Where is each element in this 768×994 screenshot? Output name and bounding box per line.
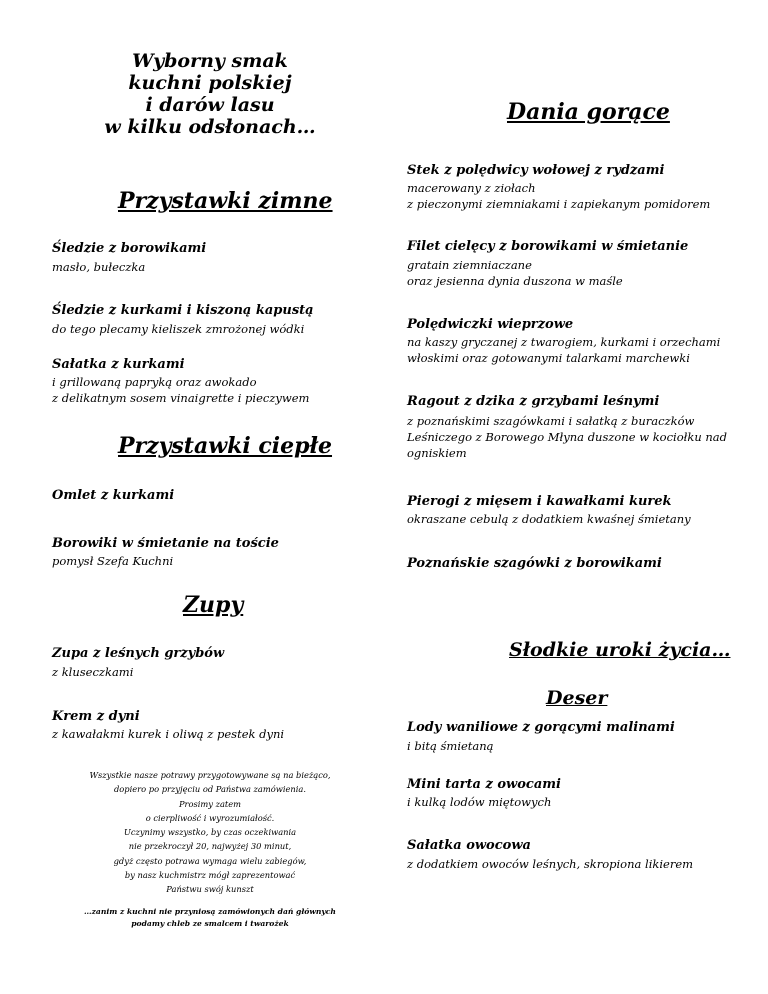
dish-name: Filet cielęcy z borowikami w śmietanie [407,239,689,254]
dish-desc: z kawałakmi kurek i oliwą z pestek dyni [52,727,285,741]
section-title-cold: Przystawki zimne [118,188,333,214]
intro-line: w kilku odsłonach… [104,116,316,138]
dish-desc: do tego plecamy kieliszek zmrożonej wódki [52,322,305,336]
dish-name: Śledzie z borowikami [52,241,207,256]
dish-name: Mini tarta z owocami [407,777,561,792]
dish-name: Lody waniliowe z gorącymi malinami [407,720,675,735]
dish-desc: i bitą śmietaną [407,739,494,753]
intro-line: i darów lasu [145,94,275,116]
section-title-hot: Dania gorące [507,99,670,125]
dish-desc: okraszane cebulą z dodatkiem kwaśnej śmietany [407,512,691,526]
dish-name: Borowiki w śmietanie na toście [52,536,279,551]
dish-desc: macerowany z ziołach z pieczonymi ziemniakami i zapiekanym pomidorem [407,181,711,211]
dish-name: Omlet z kurkami [52,488,175,503]
section-title-warm: Przystawki ciepłe [118,433,333,459]
intro-line: Wyborny smak [132,50,288,72]
dish-name: Poznańskie szagówki z borowikami [407,556,662,571]
dish-desc: pomysł Szefa Kuchni [52,554,174,568]
dish-name: Sałatka owocowa [407,838,531,853]
intro-line: kuchni polskiej [128,72,292,94]
dish-desc: z kluseczkami [52,665,134,679]
dish-name: Sałatka z kurkami [52,357,185,372]
dish-desc: z dodatkiem owoców leśnych, skropiona likierem [407,857,694,871]
dish-name: Zupa z leśnych grzybów [52,646,225,661]
section-title-sweet: Słodkie uroki życia… [509,639,731,661]
dish-name: Pierogi z mięsem i kawałkami kurek [407,494,672,509]
bread-note: …zanim z kuchni nie przyniosą zamówionych dań głównych podamy chleb ze smalcem i twarożek [84,907,336,928]
dish-desc: i kulką lodów miętowych [407,795,552,809]
dish-name: Śledzie z kurkami i kiszoną kapustą [52,303,314,318]
dish-desc: gratain ziemniaczane oraz jesienna dynia duszona w maśle [407,258,623,288]
dish-name: Polędwiczki wieprzowe [407,317,574,332]
dish-desc: masło, bułeczka [52,260,146,274]
dish-name: Ragout z dzika z grzybami leśnymi [407,394,660,409]
dish-name: Stek z polędwicy wołowej z rydzami [407,163,665,178]
dish-desc: i grillowaną papryką oraz awokado z delikatnym sosem vinaigrette i pieczywem [52,375,310,405]
section-subtitle-dessert: Deser [546,687,608,709]
section-title-soups: Zupy [183,592,244,618]
dish-desc: z poznańskimi szagówkami i sałatką z buraczków Leśniczego z Borowego Młyna duszone w kociołku nad ogniskiem [407,414,728,460]
dish-name: Krem z dyni [52,709,140,724]
menu-intro [90,50,330,138]
dish-desc: na kaszy gryczanej z twarogiem, kurkami i orzechami włoskimi oraz gotowanymi talarkami marchewki [407,335,721,365]
service-note: Wszystkie nasze potrawy przygotowywane są na bieżąco, dopiero po przyjęciu od Państwa zamówienia. Prosimy zatem o cierpliwość i wyrozumiałość. Uczynimy wszystko, by czas oczekiwania nie przekroczył 20, najwyżej 30 minut, gdyż często potrawa wymaga wielu zabiegów, by nasz kuchmistrz mógł zaprezentować Państwu swój kunszt [89,770,331,895]
